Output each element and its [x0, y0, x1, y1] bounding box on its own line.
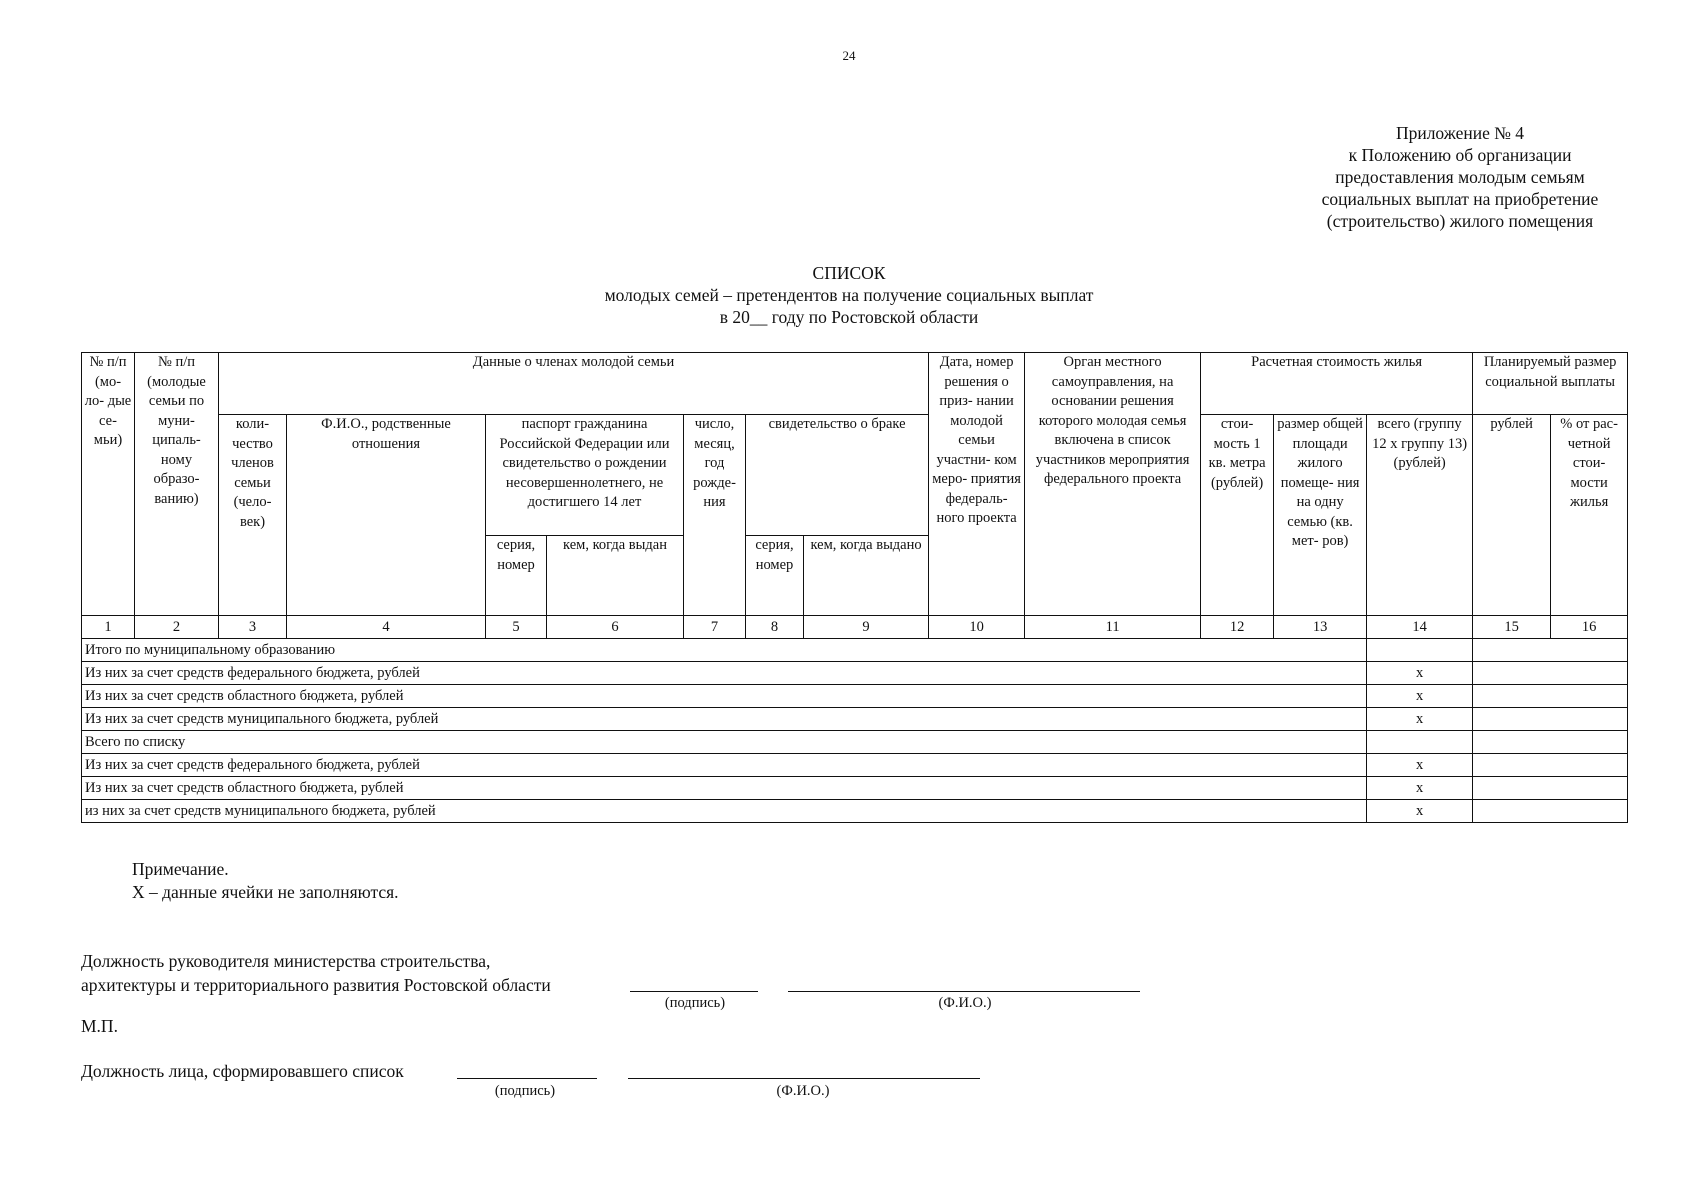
- summary-planned-cell: [1473, 800, 1628, 823]
- header-percent: % от рас- четной стои- мости жилья: [1551, 415, 1628, 616]
- summary-label: Из них за счет средств федерального бюджета, рублей: [82, 754, 1367, 777]
- appendix-line: социальных выплат на приобретение: [1321, 189, 1599, 209]
- column-number: 14: [1367, 616, 1473, 639]
- column-number: 16: [1551, 616, 1628, 639]
- summary-label: из них за счет средств муниципального бюджета, рублей: [82, 800, 1367, 823]
- header-decision-date: Дата, номер решения о приз- нании молодой семьи участни- ком меро- приятия федераль- ного проекта: [929, 353, 1025, 616]
- summary-total-cell: x: [1367, 708, 1473, 731]
- ministry-position-line2: архитектуры и территориального развития Ростовской области: [81, 975, 551, 995]
- compiler-position: Должность лица, сформировавшего список: [81, 1061, 404, 1081]
- summary-label: Из них за счет средств областного бюджета, рублей: [82, 685, 1367, 708]
- header-members-group: Данные о членах молодой семьи: [219, 353, 929, 415]
- summary-row: [82, 731, 1628, 754]
- summary-planned-cell: [1473, 731, 1628, 754]
- summary-label: Из них за счет средств областного бюджета, рублей: [82, 777, 1367, 800]
- header-cost-per-m2: стои- мость 1 кв. метра (рублей): [1201, 415, 1274, 616]
- header-passport-issued: кем, когда выдан: [547, 536, 684, 616]
- column-number: 1: [82, 616, 135, 639]
- summary-label: Итого по муниципальному образованию: [82, 639, 1367, 662]
- summary-total-cell: [1367, 731, 1473, 754]
- header-family-no: № п/п (мо- ло- дые се- мьи): [82, 353, 135, 616]
- compiler-fio-field[interactable]: [628, 1078, 980, 1079]
- summary-total-cell: x: [1367, 754, 1473, 777]
- note-text: Х – данные ячейки не заполняются.: [132, 882, 399, 902]
- families-table: [81, 352, 1628, 823]
- column-number: 3: [219, 616, 287, 639]
- title-heading: СПИСОК: [812, 263, 886, 283]
- header-marriage-series: серия, номер: [746, 536, 804, 616]
- header-authority: Орган местного самоуправления, на основании решения которого молодая семья включена в список участников мероприятия федерального проекта: [1025, 353, 1201, 616]
- summary-planned-cell: [1473, 708, 1628, 731]
- summary-total-cell: [1367, 639, 1473, 662]
- compiler-fio-caption: (Ф.И.О.): [776, 1083, 830, 1099]
- column-number: 13: [1274, 616, 1367, 639]
- column-number: 9: [804, 616, 929, 639]
- compiler-signature-field[interactable]: [457, 1078, 597, 1079]
- summary-planned-cell: [1473, 639, 1628, 662]
- summary-planned-cell: [1473, 662, 1628, 685]
- column-number: 15: [1473, 616, 1551, 639]
- summary-total-cell: x: [1367, 662, 1473, 685]
- ministry-signature-caption: (подпись): [664, 995, 726, 1011]
- column-number: 11: [1025, 616, 1201, 639]
- appendix-line: предоставления молодым семьям: [1335, 167, 1585, 187]
- header-cost-group: Расчетная стоимость жилья: [1201, 353, 1473, 415]
- summary-label: Из них за счет средств федерального бюджета, рублей: [82, 662, 1367, 685]
- header-birth-date: число, месяц, год рожде- ния: [684, 415, 746, 616]
- column-number: 12: [1201, 616, 1274, 639]
- appendix-block: [1290, 122, 1630, 232]
- page-number: 24: [842, 48, 856, 63]
- appendix-line: (строительство) жилого помещения: [1326, 211, 1594, 231]
- header-planned-group: Планируемый размер социальной выплаты: [1473, 353, 1628, 415]
- ministry-signature-field[interactable]: [630, 991, 758, 992]
- summary-row: [82, 777, 1628, 800]
- header-marriage-certificate: свидетельство о браке: [746, 415, 929, 536]
- appendix-line: к Положению об организации: [1348, 145, 1572, 165]
- column-number: 6: [547, 616, 684, 639]
- appendix-line: Приложение № 4: [1395, 123, 1525, 143]
- header-fio: Ф.И.О., родственные отношения: [287, 415, 486, 616]
- note-block: [132, 858, 399, 904]
- summary-row: [82, 754, 1628, 777]
- column-number: 10: [929, 616, 1025, 639]
- header-marriage-issued: кем, когда выдано: [804, 536, 929, 616]
- header-members-count: коли- чество членов семьи (чело- век): [219, 415, 287, 616]
- summary-label: Всего по списку: [82, 731, 1367, 754]
- summary-planned-cell: [1473, 777, 1628, 800]
- header-passport-series: серия, номер: [486, 536, 547, 616]
- summary-label: Из них за счет средств муниципального бюджета, рублей: [82, 708, 1367, 731]
- compiler-signature-caption: (подпись): [494, 1083, 556, 1099]
- note-title: Примечание.: [132, 859, 229, 879]
- header-municipal-no: № п/п (молодые семьи по муни- ципаль- ному образо- ванию): [135, 353, 219, 616]
- column-number: 7: [684, 616, 746, 639]
- summary-row: [82, 708, 1628, 731]
- column-number: 4: [287, 616, 486, 639]
- ministry-fio-caption: (Ф.И.О.): [938, 995, 992, 1011]
- summary-planned-cell: [1473, 754, 1628, 777]
- header-rubles: рублей: [1473, 415, 1551, 616]
- summary-row: [82, 662, 1628, 685]
- title-subtitle: молодых семей – претендентов на получение социальных выплат: [604, 285, 1094, 305]
- ministry-position-line1: Должность руководителя министерства строительства,: [81, 951, 491, 971]
- summary-planned-cell: [1473, 685, 1628, 708]
- ministry-fio-field[interactable]: [788, 991, 1140, 992]
- stamp-label: М.П.: [81, 1016, 118, 1036]
- header-total: всего (группу 12 х группу 13) (рублей): [1367, 415, 1473, 616]
- summary-row: [82, 800, 1628, 823]
- summary-row: [82, 685, 1628, 708]
- column-number: 5: [486, 616, 547, 639]
- summary-total-cell: x: [1367, 685, 1473, 708]
- summary-total-cell: x: [1367, 800, 1473, 823]
- document-title: [0, 262, 1698, 328]
- title-year: в 20__ году по Ростовской области: [719, 307, 979, 327]
- header-passport: паспорт гражданина Российской Федерации или свидетельство о рождении несовершеннолетнего, не достигшего 14 лет: [486, 415, 684, 536]
- summary-row: [82, 639, 1628, 662]
- column-number: 8: [746, 616, 804, 639]
- column-numbers-row: [82, 616, 1628, 639]
- column-number: 2: [135, 616, 219, 639]
- summary-total-cell: x: [1367, 777, 1473, 800]
- header-area: размер общей площади жилого помеще- ния на одну семью (кв. мет- ров): [1274, 415, 1367, 616]
